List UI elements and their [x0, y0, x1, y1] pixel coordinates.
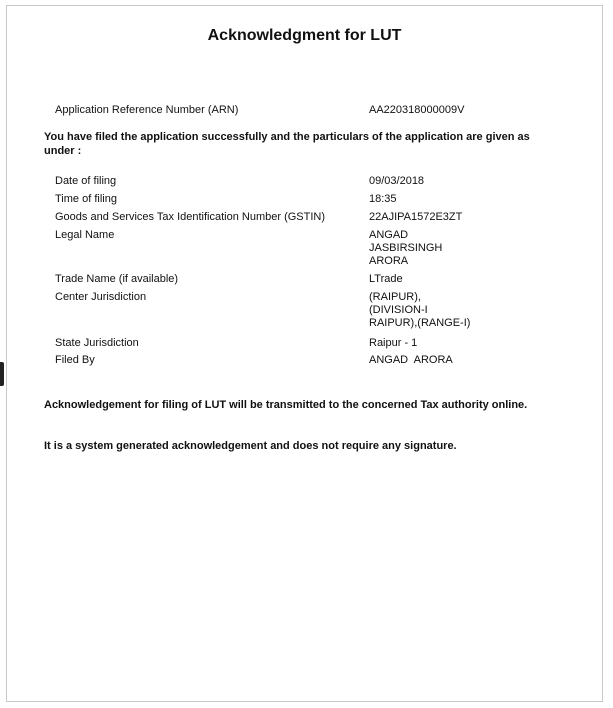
filed-by-label: Filed By — [55, 354, 95, 366]
legal-name-line: ANGAD — [369, 229, 409, 241]
acknowledgement-page — [6, 5, 603, 702]
system-note: It is a system generated acknowledgement and does not require any signature. — [44, 440, 457, 452]
center-jurisdiction-label: Center Jurisdiction — [55, 291, 147, 303]
center-jurisdiction-line: (RAIPUR), — [369, 291, 421, 303]
time-of-filing-value: 18:35 — [369, 193, 397, 205]
state-jurisdiction-label: State Jurisdiction — [55, 337, 139, 349]
legal-name-line: JASBIRSINGH — [369, 242, 443, 254]
document-title: Acknowledgment for LUT — [207, 27, 402, 44]
viewer-edge-tab — [0, 362, 4, 386]
legal-name-label: Legal Name — [55, 229, 115, 241]
center-jurisdiction-line: (DIVISION-I — [369, 304, 428, 316]
legal-name-line: ARORA — [369, 255, 409, 267]
gstin-value: 22AJIPA1572E3ZT — [369, 211, 463, 223]
legal-name-value — [369, 229, 442, 268]
transmit-note: Acknowledgement for filing of LUT will be transmitted to the concerned Tax authority online. — [44, 399, 528, 411]
center-jurisdiction-value — [369, 291, 470, 330]
time-of-filing-label: Time of filing — [55, 193, 117, 205]
filed-by-value: ANGAD ARORA — [369, 354, 453, 366]
center-jurisdiction-line: RAIPUR),(RANGE-I) — [369, 317, 471, 329]
gstin-label: Goods and Services Tax Identification Number (GSTIN) — [55, 211, 326, 223]
intro-paragraph: You have filed the application successfully and the particulars of the application are given as under : — [44, 131, 530, 157]
arn-label: Application Reference Number (ARN) — [55, 104, 239, 116]
trade-name-label: Trade Name (if available) — [55, 273, 179, 285]
state-jurisdiction-value: Raipur - 1 — [369, 337, 418, 349]
date-of-filing-label: Date of filing — [55, 175, 117, 187]
date-of-filing-value: 09/03/2018 — [369, 175, 425, 187]
trade-name-value: LTrade — [369, 273, 403, 285]
arn-value: AA220318000009V — [369, 104, 465, 116]
